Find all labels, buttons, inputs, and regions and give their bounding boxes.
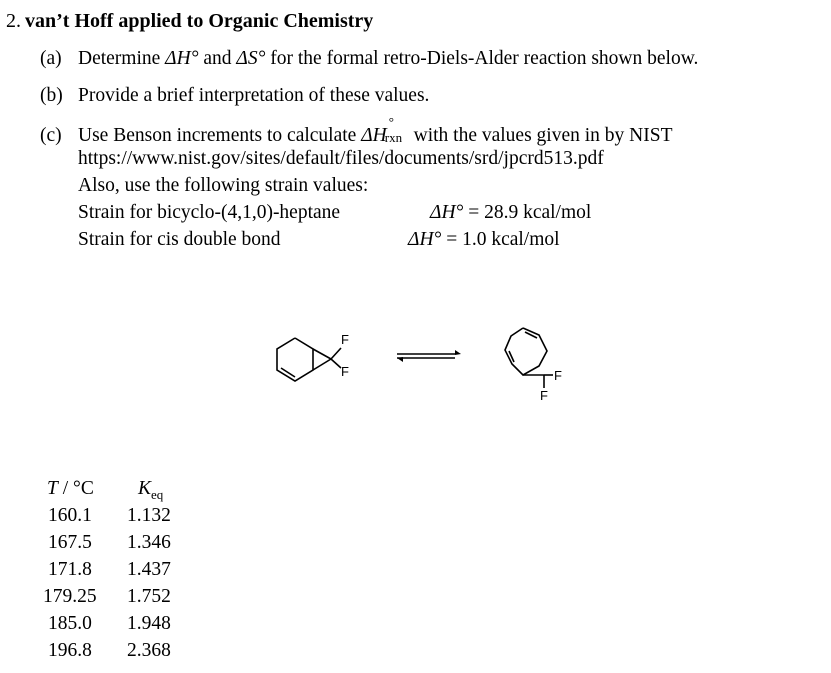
reaction-scheme [255, 318, 595, 418]
part-a [40, 48, 698, 70]
part-c-also: Also, use the following strain values: [78, 175, 369, 196]
part-c-supsub [384, 114, 409, 145]
table-cell-t: 167.5 [48, 532, 92, 553]
reactant-f-bottom: F [341, 364, 349, 379]
strain-1-value: = 28.9 kcal/mol [468, 202, 592, 223]
problem-title [6, 10, 373, 33]
strain-2-eq [408, 229, 560, 251]
table-cell-t: 196.8 [48, 640, 92, 661]
part-c-label: (c) [40, 125, 62, 146]
part-b [40, 85, 429, 107]
part-c-post: with the values given in by NIST [408, 125, 673, 146]
part-a-ds: ΔS° [236, 48, 266, 69]
part-c-sub: rxn [384, 130, 403, 145]
table-header-k [138, 478, 163, 500]
table-cell-t: 179.25 [43, 586, 97, 607]
part-a-post: for the formal retro-Diels-Alder reaction shown below. [265, 48, 699, 69]
part-b-label: (b) [40, 85, 63, 106]
header-k-sub: eq [151, 487, 164, 502]
strain-1-name: Strain for bicyclo-(4,1,0)-heptane [78, 202, 341, 223]
problem-title-text: van’t Hoff applied to Organic Chemistry [25, 10, 374, 32]
table-cell-k: 1.752 [127, 586, 171, 607]
product-f-bottom: F [540, 388, 548, 403]
product-f-right: F [554, 368, 562, 383]
strain-1-symbol: ΔH° [430, 202, 464, 223]
problem-number: 2. [6, 10, 21, 32]
header-k-symbol: K [138, 478, 152, 499]
table-cell-t: 171.8 [48, 559, 92, 580]
part-a-label: (a) [40, 48, 62, 69]
strain-2-value: = 1.0 kcal/mol [446, 229, 560, 250]
table-header-t [47, 478, 94, 500]
reactant-structure [277, 338, 341, 381]
part-b-text: Provide a brief interpretation of these values. [78, 85, 430, 106]
table-cell-k: 1.437 [127, 559, 171, 580]
product-structure [505, 328, 553, 388]
part-a-pre: Determine [78, 48, 166, 69]
equilibrium-arrow [397, 350, 461, 362]
table-cell-k: 1.948 [127, 613, 171, 634]
header-t-symbol: T [47, 478, 58, 499]
nist-url[interactable]: https://www.nist.gov/sites/default/files/documents/srd/jpcrd513.pdf [78, 148, 604, 169]
header-t-unit: / °C [57, 478, 94, 499]
strain-2-symbol: ΔH° [408, 229, 442, 250]
strain-2-name: Strain for cis double bond [78, 229, 281, 250]
part-c-dh: ΔH [361, 125, 387, 146]
part-c-pre: Use Benson increments to calculate [78, 125, 362, 146]
table-cell-k: 1.132 [127, 505, 171, 526]
part-c [40, 114, 673, 147]
table-cell-k: 1.346 [127, 532, 171, 553]
part-a-dh: ΔH° [165, 48, 199, 69]
table-cell-t: 185.0 [48, 613, 92, 634]
table-cell-k: 2.368 [127, 640, 171, 661]
strain-1-eq [430, 202, 591, 224]
part-a-mid: and [198, 48, 237, 69]
part-c-sup: ° [388, 114, 394, 129]
reactant-f-top: F [341, 332, 349, 347]
table-cell-t: 160.1 [48, 505, 92, 526]
